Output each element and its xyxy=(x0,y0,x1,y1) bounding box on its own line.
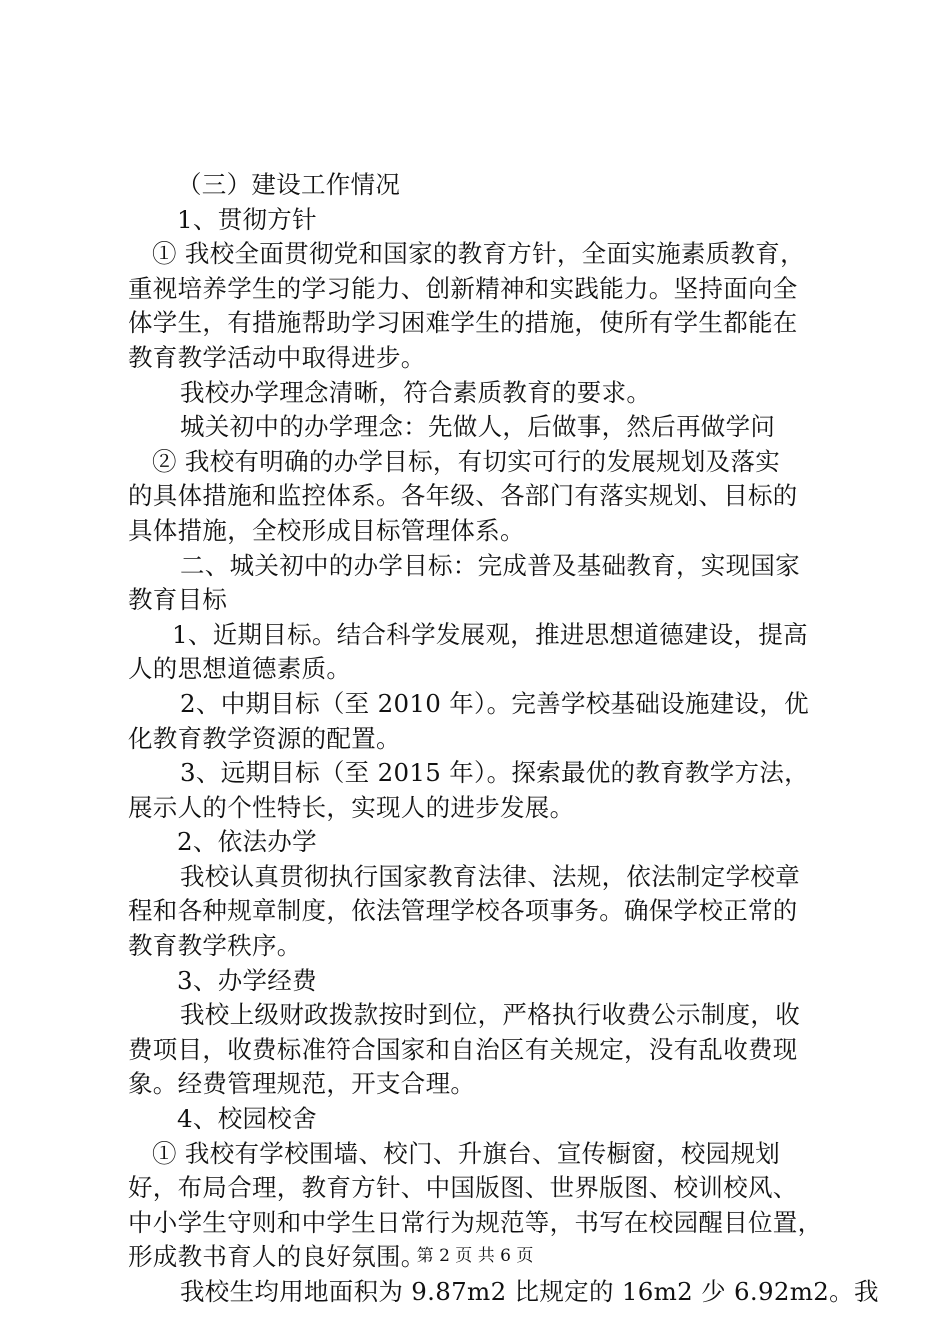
paragraph-line: 体学生，有措施帮助学习困难学生的措施，使所有学生都能在 xyxy=(128,308,798,338)
paragraph-line: 城关初中的办学理念：先做人，后做事，然后再做学问 xyxy=(180,412,776,442)
subheading: 2、依法办学 xyxy=(177,827,317,857)
paragraph-line: 中小学生守则和中学生日常行为规范等，书写在校园醒目位置， xyxy=(128,1207,823,1237)
page-footer xyxy=(0,1246,950,1266)
paragraph-line: 重视培养学生的学习能力、创新精神和实践能力。坚持面向全 xyxy=(128,273,798,303)
paragraph-line: 的具体措施和监控体系。各年级、各部门有落实规划、目标的 xyxy=(128,481,798,511)
paragraph-line: ① 我校有学校围墙、校门、升旗台、宣传橱窗，校园规划 xyxy=(152,1138,781,1168)
subheading: 1、贯彻方针 xyxy=(177,204,317,234)
paragraph-line: 3、远期目标（至 2015 年）。探索最优的教育教学方法， xyxy=(180,758,809,788)
paragraph-line: 教育教学秩序。 xyxy=(128,931,302,961)
paragraph-line: 教育目标 xyxy=(128,585,228,615)
paragraph-line: 2、中期目标（至 2010 年）。完善学校基础设施建设，优 xyxy=(180,688,809,718)
section-heading: （三）建设工作情况 xyxy=(177,170,401,199)
document-body xyxy=(128,168,879,1310)
paragraph-line: 程和各种规章制度，依法管理学校各项事务。确保学校正常的 xyxy=(128,896,798,926)
paragraph-line: 1、近期目标。结合科学发展观，推进思想道德建设，提高 xyxy=(172,619,808,649)
paragraph-line: 二、城关初中的办学目标：完成普及基础教育，实现国家 xyxy=(180,550,800,580)
paragraph-line: 具体措施，全校形成目标管理体系。 xyxy=(128,515,525,545)
paragraph-line: 好，布局合理，教育方针、中国版图、世界版图、校训校风、 xyxy=(128,1173,798,1203)
subheading: 3、办学经费 xyxy=(177,965,317,995)
paragraph-line: 形成教书育人的良好氛围。 xyxy=(128,1242,426,1272)
paragraph-line: ① 我校全面贯彻党和国家的教育方针，全面实施素质教育， xyxy=(152,239,805,269)
paragraph-line: 教育教学活动中取得进步。 xyxy=(128,342,426,372)
paragraph-line: 我校上级财政拨款按时到位，严格执行收费公示制度，收 xyxy=(180,1000,800,1030)
paragraph-line: 我校生均用地面积为 9.87m2 比规定的 16m2 少 6.92m2。我 xyxy=(180,1277,879,1306)
paragraph-line: 我校认真贯彻执行国家教育法律、法规，依法制定学校章 xyxy=(180,861,800,891)
page-number: 第 2 页 共 6 页 xyxy=(416,1246,534,1266)
paragraph-line: 费项目，收费标准符合国家和自治区有关规定，没有乱收费现 xyxy=(128,1034,798,1064)
paragraph-line: ② 我校有明确的办学目标，有切实可行的发展规划及落实 xyxy=(152,446,781,476)
paragraph-line: 化教育教学资源的配置。 xyxy=(128,723,401,753)
subheading: 4、校园校舍 xyxy=(177,1104,317,1134)
paragraph-line: 展示人的个性特长，实现人的进步发展。 xyxy=(128,792,575,822)
paragraph-line: 我校办学理念清晰，符合素质教育的要求。 xyxy=(180,377,652,407)
paragraph-line: 人的思想道德素质。 xyxy=(128,654,352,684)
paragraph-line: 象。经费管理规范，开支合理。 xyxy=(128,1069,476,1099)
